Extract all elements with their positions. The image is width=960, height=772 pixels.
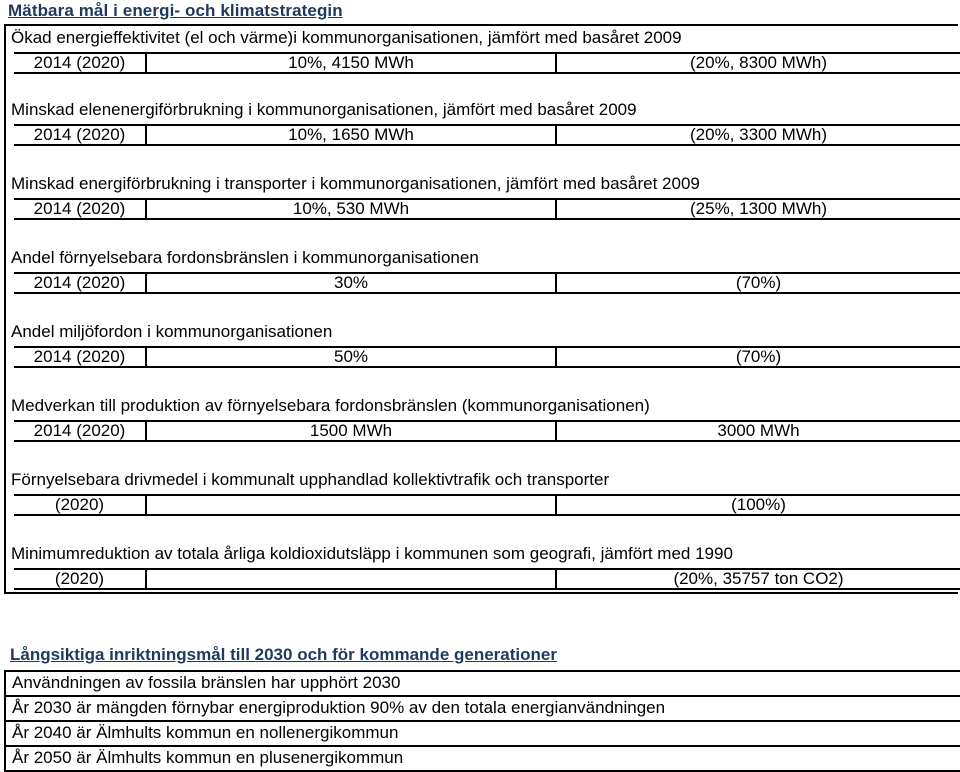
goal-target-2020: (70%)	[735, 273, 782, 292]
list-item: År 2040 är Älmhults kommun en nollenergikommun	[6, 722, 960, 747]
goal-target-2020: (70%)	[735, 347, 782, 366]
goal-row	[14, 494, 960, 516]
goal-year: 2014 (2020)	[14, 200, 147, 218]
goal-target-2014	[147, 496, 557, 514]
goal-target-2020: 3000 MWh	[717, 421, 800, 440]
goal-title: Andel miljöfordon i kommunorganisationen	[11, 322, 333, 341]
goal-target-2020: (20%, 35757 ton CO2)	[673, 569, 844, 588]
goal-row	[14, 346, 960, 368]
goal-year: (2020)	[14, 496, 147, 514]
goal-title: Minskad elenenergiförbrukning i kommunorganisationen, jämfört med basåret 2009	[11, 100, 637, 119]
goal-title: Förnyelsebara drivmedel i kommunalt upphandlad kollektivtrafik och transporter	[11, 470, 610, 489]
goal-target-2020: (20%, 3300 MWh)	[690, 125, 827, 144]
goal-year: (2020)	[14, 570, 147, 588]
goal-year: 2014 (2020)	[14, 274, 147, 292]
goal-title: Medverkan till produktion av förnyelsebara fordonsbränslen (kommunorganisationen)	[11, 396, 650, 415]
goal-title: Andel förnyelsebara fordonsbränslen i kommunorganisationen	[11, 248, 479, 267]
goal-target-2020: (25%, 1300 MWh)	[690, 199, 827, 218]
long-term-heading: Långsiktiga inriktningsmål till 2030 och för kommande generationer	[10, 645, 557, 664]
measurable-goals-table	[4, 24, 958, 594]
list-item: År 2030 är mängden förnybar energiproduktion 90% av den totala energianvändningen	[6, 697, 960, 722]
goal-row	[14, 124, 960, 146]
goal-year: 2014 (2020)	[14, 348, 147, 366]
goal-year: 2014 (2020)	[14, 54, 147, 72]
goal-row	[14, 198, 960, 220]
goal-year: 2014 (2020)	[14, 422, 147, 440]
goal-target-2014	[147, 570, 557, 588]
goal-title: Minimumreduktion av totala årliga koldioxidutsläpp i kommunen som geografi, jämfört med 1990	[11, 544, 733, 563]
goal-target-2020: (20%, 8300 MWh)	[690, 53, 827, 72]
page-heading: Mätbara mål i energi- och klimatstrategin	[8, 1, 343, 20]
long-term-goals-list	[4, 670, 960, 772]
list-item: Användningen av fossila bränslen har upphört 2030	[6, 672, 960, 697]
goal-target-2020: (100%)	[731, 495, 786, 514]
goal-row	[14, 568, 960, 590]
goal-title: Ökad energieffektivitet (el och värme)i kommunorganisationen, jämfört med basåret 2009	[11, 28, 682, 47]
goal-target-2014: 30%	[147, 274, 557, 292]
goal-target-2014: 50%	[147, 348, 557, 366]
goal-row	[14, 272, 960, 294]
goal-target-2014: 10%, 4150 MWh	[147, 54, 557, 72]
goal-year: 2014 (2020)	[14, 126, 147, 144]
goal-target-2014: 1500 MWh	[147, 422, 557, 440]
goal-title: Minskad energiförbrukning i transporter i kommunorganisationen, jämfört med basåret 2009	[11, 174, 700, 193]
goal-row	[14, 52, 960, 74]
list-item: År 2050 är Älmhults kommun en plusenergikommun	[6, 747, 960, 772]
goal-target-2014: 10%, 1650 MWh	[147, 126, 557, 144]
goal-row	[14, 420, 960, 442]
goal-target-2014: 10%, 530 MWh	[147, 200, 557, 218]
